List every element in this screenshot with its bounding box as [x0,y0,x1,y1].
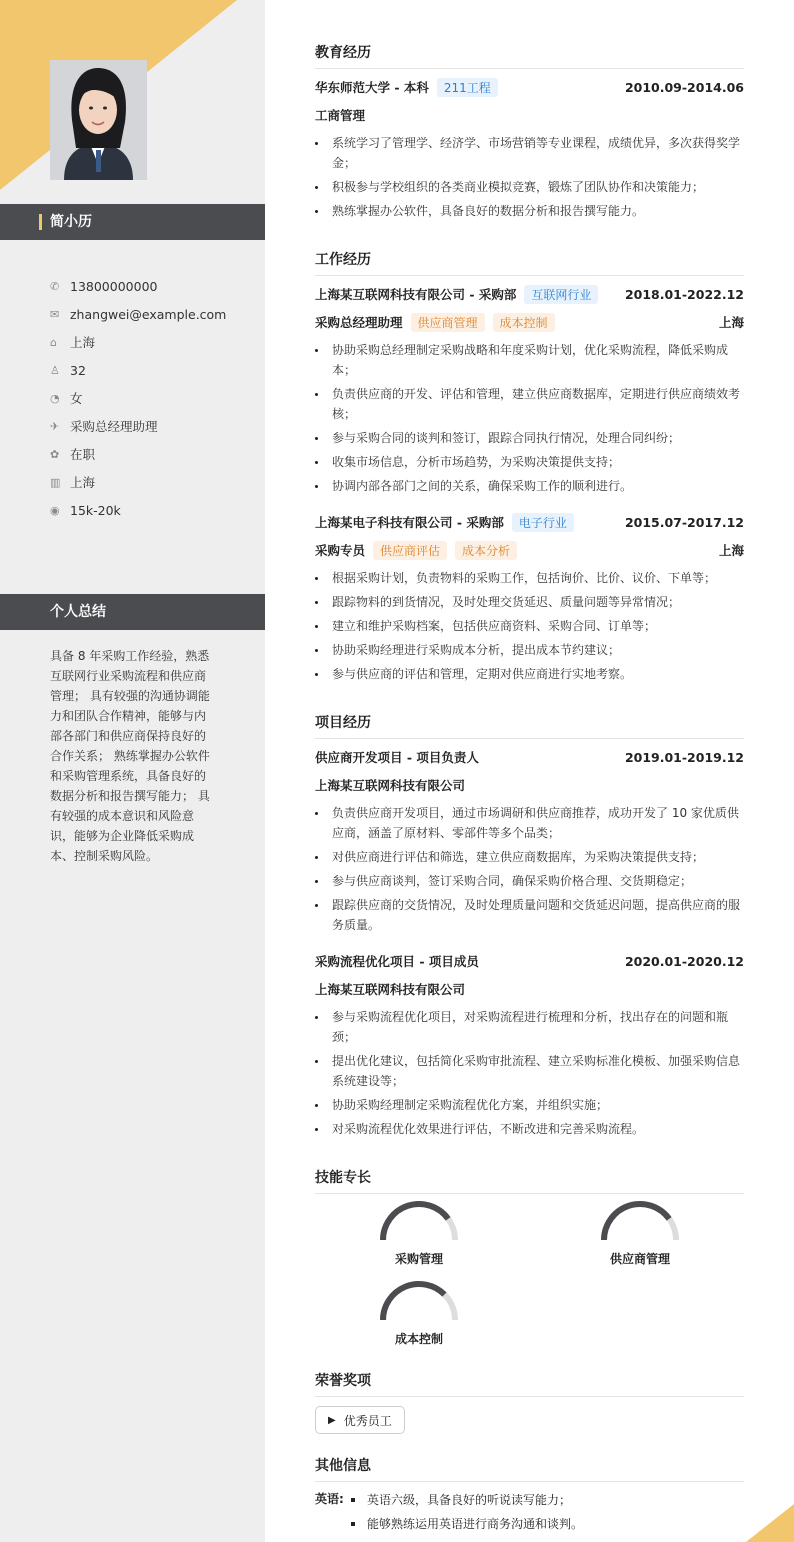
gauge-arc [590,1198,690,1244]
education-date: 2010.09-2014.06 [624,79,744,95]
job-role-row [315,540,744,560]
job-header-left [315,285,598,304]
job-city: 上海 [718,543,744,558]
project-header [315,747,744,767]
major-row [315,106,744,124]
section-skills-title: 技能专长 [315,1167,744,1194]
contact-row [50,272,250,300]
bullet-item: 参与采购合同的谈判和签订，跟踪合同执行情况，处理合同纠纷； [315,428,744,448]
company-name: 上海某互联网科技有限公司 - 采购部 [315,287,517,302]
bullet-item: 根据采购计划，负责物料的采购工作，包括询价、比价、议价、下单等； [315,568,744,588]
section-work-title: 工作经历 [315,249,744,276]
gauge-fill [383,1284,444,1320]
education-bullets [315,133,744,225]
bullet-item: 对采购流程优化效果进行评估，不断改进和完善采购流程。 [315,1119,744,1139]
project-org-row [315,979,744,999]
industry-tag: 电子行业 [512,513,574,532]
award-label: 优秀员工 [343,1413,392,1428]
gauge-track [383,1284,455,1320]
project-date: 2019.01-2019.12 [624,749,744,765]
resume-title: 简小历 [50,214,92,230]
job-bullets [315,568,744,688]
job-date: 2018.01-2022.12 [624,286,744,302]
bullet-item: 参与供应商谈判，签订采购合同，确保采购价格合理、交货期稳定； [315,871,744,891]
bullet-item: 协助采购经理进行采购成本分析，提出成本节约建议； [315,640,744,660]
job-city: 上海 [718,315,744,330]
summary-title: 个人总结 [50,604,106,620]
gauge-arc [369,1198,469,1244]
bullet-item: 提出优化建议，包括简化采购审批流程、建立采购标准化模板、加强采购信息系统建设等； [315,1051,744,1091]
project-org-row [315,775,744,795]
bullet-item: 参与采购流程优化项目，对采购流程进行梳理和分析，找出存在的问题和瓶颈； [315,1007,744,1047]
job-role: 采购总经理助理 [315,315,403,330]
bullet-item: 协助采购经理制定采购流程优化方案，并组织实施； [315,1095,744,1115]
job-icon: ✈ [50,419,60,433]
award-badge [315,1406,405,1434]
industry-tag: 互联网行业 [524,285,598,304]
bullet-item: 能够熟练运用英语进行商务沟通和谈判。 [351,1514,583,1534]
skill-gauge [369,1198,469,1267]
job-bullets [315,340,744,500]
project-header [315,951,744,971]
school-tag: 211工程 [437,78,498,97]
job-role-row [315,312,744,332]
home-icon: ⌂ [50,335,57,349]
bullet-item: 负责供应商的开发、评估和管理，建立供应商数据库，定期进行供应商绩效考核； [315,384,744,424]
gauge-track [383,1204,455,1240]
mail-icon: ✉ [50,307,60,321]
contact-text: zhangwei@example.com [70,306,227,322]
skill-gauge [369,1278,469,1347]
contact-text: 上海 [70,475,96,490]
project-bullets [315,803,744,939]
gauge-fill [383,1204,448,1240]
contact-text: 采购总经理助理 [70,419,158,434]
skill-tag: 成本控制 [493,313,555,332]
section-education-title: 教育经历 [315,42,744,69]
salary-icon: ◉ [50,503,60,517]
job-header [315,512,744,532]
bullet-item: 跟踪物料的到货情况，及时处理交货延迟、质量问题等异常情况； [315,592,744,612]
job-header-left [315,513,574,532]
skill-name: 成本控制 [394,1332,443,1346]
bullet-item: 对供应商进行评估和筛选，建立供应商数据库，为采购决策提供支持； [315,847,744,867]
bullet-item: 协调内部各部门之间的关系，确保采购工作的顺利进行。 [315,476,744,496]
bullet-item: 收集市场信息，分析市场趋势，为采购决策提供支持； [315,452,744,472]
project-org: 上海某互联网科技有限公司 [315,982,466,997]
gauge-arc [369,1278,469,1324]
project-org: 上海某互联网科技有限公司 [315,778,466,793]
job-header [315,284,744,304]
skill-gauge [590,1198,690,1267]
bullet-item: 协助采购总经理制定采购战略和年度采购计划，优化采购流程，降低采购成本； [315,340,744,380]
education-header [315,77,744,97]
skill-name: 采购管理 [394,1252,443,1266]
skill-tag: 成本分析 [455,541,517,560]
bullet-item: 跟踪供应商的交货情况，及时处理质量问题和交货延迟问题，提高供应商的服务质量。 [315,895,744,935]
contact-row [50,328,250,356]
contact-row [50,496,250,524]
contact-list [50,272,250,524]
school-name: 华东师范大学 - 本科 [315,80,429,95]
job-role-left [315,541,517,560]
section-awards-title: 荣誉奖项 [315,1370,744,1397]
skill-tag: 供应商评估 [373,541,447,560]
bullet-item: 参与供应商的评估和管理，定期对供应商进行实地考察。 [315,664,744,684]
corner-decoration-bottom [746,1504,794,1542]
contact-text: 在职 [70,447,96,462]
summary-header [0,594,265,630]
job-role: 采购专员 [315,543,366,558]
major-name: 工商管理 [315,108,366,123]
contact-text: 32 [70,362,86,378]
city-icon: ▥ [50,475,61,489]
sidebar [0,0,265,1542]
gauge-fill [604,1204,669,1240]
project-bullets [315,1007,744,1143]
phone-icon: ✆ [50,279,60,293]
skill-name: 供应商管理 [609,1252,670,1266]
contact-text: 女 [70,391,83,406]
other-label: 英语: [315,1492,344,1506]
project-name: 供应商开发项目 - 项目负责人 [315,750,479,765]
job-role-left [315,313,555,332]
play-icon: ▶ [328,1414,336,1426]
contact-row [50,440,250,468]
gender-icon: ◔ [50,391,60,405]
bullet-item: 熟练掌握办公软件，具备良好的数据分析和报告撰写能力。 [315,201,744,221]
bullet-item: 负责供应商开发项目，通过市场调研和供应商推荐，成功开发了 10 家优质供应商，涵盖了原材料、零部件等多个品类； [315,803,744,843]
job-date: 2015.07-2017.12 [624,514,744,530]
contact-text: 13800000000 [70,278,158,294]
bullet-item: 系统学习了管理学、经济学、市场营销等专业课程，成绩优异，多次获得奖学金； [315,133,744,173]
skill-tag: 供应商管理 [411,313,485,332]
status-icon: ✿ [50,447,60,461]
section-other-title: 其他信息 [315,1455,744,1482]
bullet-item: 建立和维护采购档案，包括供应商资料、采购合同、订单等； [315,616,744,636]
gauge-track [604,1204,676,1240]
company-name: 上海某电子科技有限公司 - 采购部 [315,515,504,530]
contact-row [50,356,250,384]
summary-text: 具备 8 年采购工作经验，熟悉互联网行业采购流程和供应商管理； 具有较强的沟通协调能力和团队合作精神，能够与内部各部门和供应商保持良好的合作关系； 熟练掌握办公软件和采购管理系统，具备良好的数据分析和报告撰写能力； 具有较强的成本意识和风险意识，能够为企业降低采购成本、控制采购风险。 [50,649,210,863]
accent-bar [39,214,42,230]
other-bullets [351,1490,583,1538]
project-date: 2020.01-2020.12 [624,953,744,969]
contact-row [50,384,250,412]
bullet-item: 积极参与学校组织的各类商业模拟竞赛，锻炼了团队协作和决策能力； [315,177,744,197]
resume-title-header [0,204,265,240]
project-name: 采购流程优化项目 - 项目成员 [315,954,479,969]
age-icon: ♙ [50,363,60,377]
section-projects-title: 项目经历 [315,712,744,739]
contact-row [50,468,250,496]
contact-row [50,300,250,328]
contact-text: 15k-20k [70,502,121,518]
profile-photo [50,60,147,180]
contact-text: 上海 [70,335,96,350]
contact-row [50,412,250,440]
bullet-item: 英语六级，具备良好的听说读写能力； [351,1490,583,1510]
